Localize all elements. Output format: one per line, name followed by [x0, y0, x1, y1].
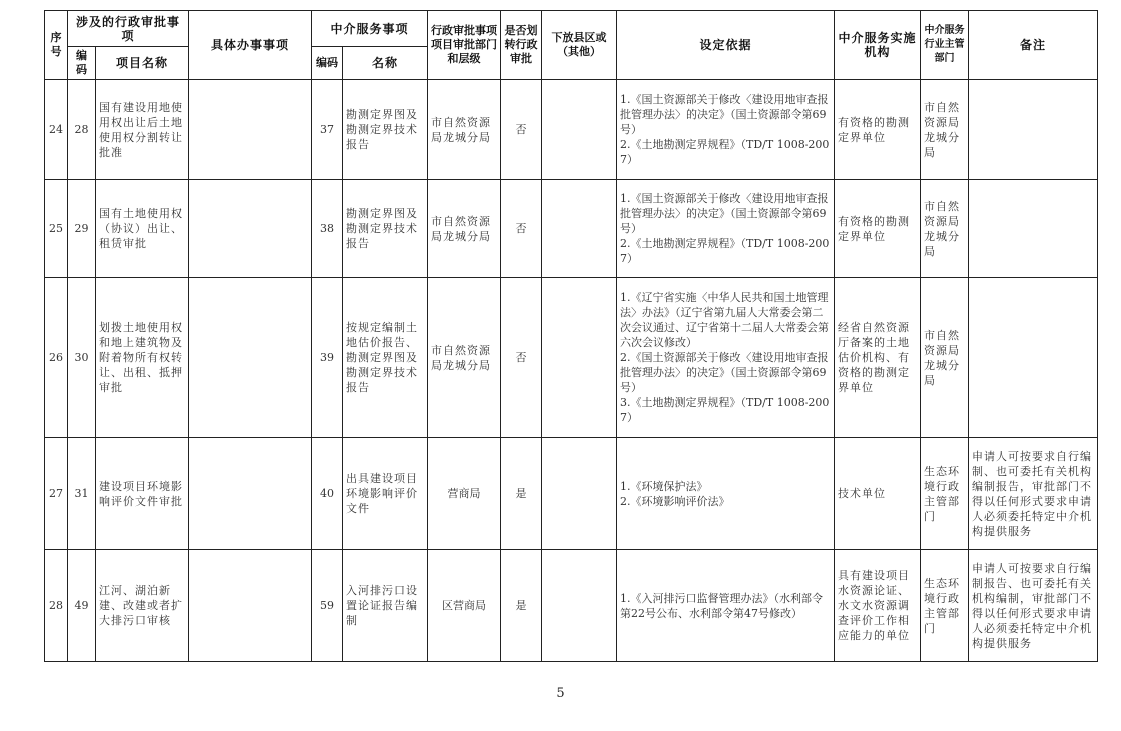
- cell-service-name: 勘测定界图及勘测定界技术报告: [343, 180, 428, 278]
- cell-delegation: [542, 550, 617, 662]
- cell-transferred: 是: [501, 550, 542, 662]
- cell-service-code: 37: [312, 80, 343, 180]
- header-admin-name: 项目名称: [96, 47, 189, 80]
- basis-line: 3.《土地勘测定界规程》（TD/T 1008-2007）: [620, 396, 830, 424]
- cell-item-name: 建设项目环境影响评价文件审批: [96, 438, 189, 550]
- header-specific-item: 具体办事事项: [189, 11, 312, 80]
- cell-remarks: [969, 278, 1098, 438]
- cell-basis: [617, 180, 835, 278]
- cell-seq: 24: [45, 80, 68, 180]
- cell-code: 31: [68, 438, 96, 550]
- table-row: [45, 80, 1098, 180]
- cell-code: 49: [68, 550, 96, 662]
- cell-specific: [189, 438, 312, 550]
- header-agency: 中介服务实施机构: [835, 11, 921, 80]
- cell-specific: [189, 278, 312, 438]
- cell-service-code: 38: [312, 180, 343, 278]
- cell-dept: 区营商局: [428, 550, 501, 662]
- header-transferred: 是否划转行政审批: [501, 11, 542, 80]
- cell-dept: 市自然资源局龙城分局: [428, 278, 501, 438]
- cell-agency: 有资格的勘测定界单位: [835, 180, 921, 278]
- cell-item-name: 划拨土地使用权和地上建筑物及附着物所有权转让、出租、抵押审批: [96, 278, 189, 438]
- cell-seq: 26: [45, 278, 68, 438]
- cell-delegation: [542, 278, 617, 438]
- cell-service-code: 39: [312, 278, 343, 438]
- basis-line: 1.《辽宁省实施〈中华人民共和国土地管理法〉办法》（辽宁省第九届人大常委会第二次会议通过、辽宁省第十二届人大常委会第六次会议修改）: [620, 291, 830, 349]
- cell-remarks: [969, 180, 1098, 278]
- cell-agency: 技术单位: [835, 438, 921, 550]
- cell-service-name: 勘测定界图及勘测定界技术报告: [343, 80, 428, 180]
- header-authority: 中介服务行业主管部门: [921, 11, 969, 80]
- table-row: [45, 438, 1098, 550]
- cell-delegation: [542, 180, 617, 278]
- cell-transferred: 否: [501, 278, 542, 438]
- cell-service-name: 入河排污口设置论证报告编制: [343, 550, 428, 662]
- cell-seq: 27: [45, 438, 68, 550]
- cell-code: 30: [68, 278, 96, 438]
- cell-specific: [189, 550, 312, 662]
- basis-line: 1.《国土资源部关于修改〈建设用地审查报批管理办法〉的决定》（国土资源部令第69号）: [620, 192, 829, 235]
- cell-basis: [617, 550, 835, 662]
- cell-service-code: 40: [312, 438, 343, 550]
- cell-seq: 25: [45, 180, 68, 278]
- basis-line: 1.《环境保护法》: [620, 479, 708, 493]
- header-remarks: 备注: [969, 11, 1098, 80]
- header-dept: 行政审批事项项目审批部门和层级: [428, 11, 501, 80]
- basis-line: 2.《环境影响评价法》: [620, 494, 730, 508]
- cell-dept: 市自然资源局龙城分局: [428, 180, 501, 278]
- cell-item-name: 国有土地使用权（协议）出让、租赁审批: [96, 180, 189, 278]
- basis-line: 1.《入河排污口监督管理办法》（水利部令第22号公布、水利部令第47号修改）: [620, 591, 824, 620]
- cell-transferred: 是: [501, 438, 542, 550]
- cell-authority: 生态环境行政主管部门: [921, 550, 969, 662]
- header-delegation: 下放县区或（其他）: [542, 11, 617, 80]
- cell-authority: 市自然资源局龙城分局: [921, 180, 969, 278]
- cell-code: 28: [68, 80, 96, 180]
- table-row: [45, 278, 1098, 438]
- cell-code: 29: [68, 180, 96, 278]
- basis-line: 1.《国土资源部关于修改〈建设用地审查报批管理办法〉的决定》（国土资源部令第69号）: [620, 93, 829, 136]
- header-seq: 序号: [45, 11, 68, 80]
- basis-line: 2.《土地勘测定界规程》（TD/T 1008-2007）: [620, 138, 830, 166]
- header-basis: 设定依据: [617, 11, 835, 80]
- cell-specific: [189, 180, 312, 278]
- basis-line: 2.《土地勘测定界规程》（TD/T 1008-2007）: [620, 237, 830, 265]
- cell-service-name: 出具建设项目环境影响评价文件: [343, 438, 428, 550]
- cell-dept: 营商局: [428, 438, 501, 550]
- cell-delegation: [542, 80, 617, 180]
- cell-delegation: [542, 438, 617, 550]
- cell-service-name: 按规定编制土地估价报告、勘测定界图及勘测定界技术报告: [343, 278, 428, 438]
- table-row: [45, 180, 1098, 278]
- cell-agency: 具有建设项目水资源论证、水文水资源调查评价工作相应能力的单位: [835, 550, 921, 662]
- cell-basis: [617, 80, 835, 180]
- basis-line: 2.《国土资源部关于修改〈建设用地审查报批管理办法〉的决定》（国土资源部令第69号）: [620, 351, 829, 394]
- page-number: 5: [556, 686, 565, 701]
- header-admin-code: 编码: [68, 47, 96, 80]
- cell-agency: 经省自然资源厅备案的土地估价机构、有资格的勘测定界单位: [835, 278, 921, 438]
- cell-seq: 28: [45, 550, 68, 662]
- cell-dept: 市自然资源局龙城分局: [428, 80, 501, 180]
- cell-remarks: 申请人可按要求自行编制、也可委托有关机构编制报告，审批部门不得以任何形式要求申请人必须委托特定中介机构提供服务: [969, 438, 1098, 550]
- header-service-name: 名称: [343, 47, 428, 80]
- cell-basis: [617, 438, 835, 550]
- cell-agency: 有资格的勘测定界单位: [835, 80, 921, 180]
- cell-transferred: 否: [501, 80, 542, 180]
- cell-basis: [617, 278, 835, 438]
- header-service-code: 编码: [312, 47, 343, 80]
- cell-transferred: 否: [501, 180, 542, 278]
- cell-authority: 市自然资源局龙城分局: [921, 278, 969, 438]
- cell-service-code: 59: [312, 550, 343, 662]
- cell-authority: 生态环境行政主管部门: [921, 438, 969, 550]
- cell-remarks: 申请人可按要求自行编制报告、也可委托有关机构编制，审批部门不得以任何形式要求申请人必须委托特定中介机构提供服务: [969, 550, 1098, 662]
- header-agency-service: 中介服务事项: [312, 11, 428, 47]
- header-admin-item: 涉及的行政审批事项: [68, 11, 189, 47]
- approval-items-table: [44, 10, 1098, 662]
- cell-specific: [189, 80, 312, 180]
- cell-item-name: 国有建设用地使用权出让后土地使用权分割转让批准: [96, 80, 189, 180]
- table-row: [45, 550, 1098, 662]
- cell-item-name: 江河、湖泊新建、改建或者扩大排污口审核: [96, 550, 189, 662]
- cell-remarks: [969, 80, 1098, 180]
- cell-authority: 市自然资源局龙城分局: [921, 80, 969, 180]
